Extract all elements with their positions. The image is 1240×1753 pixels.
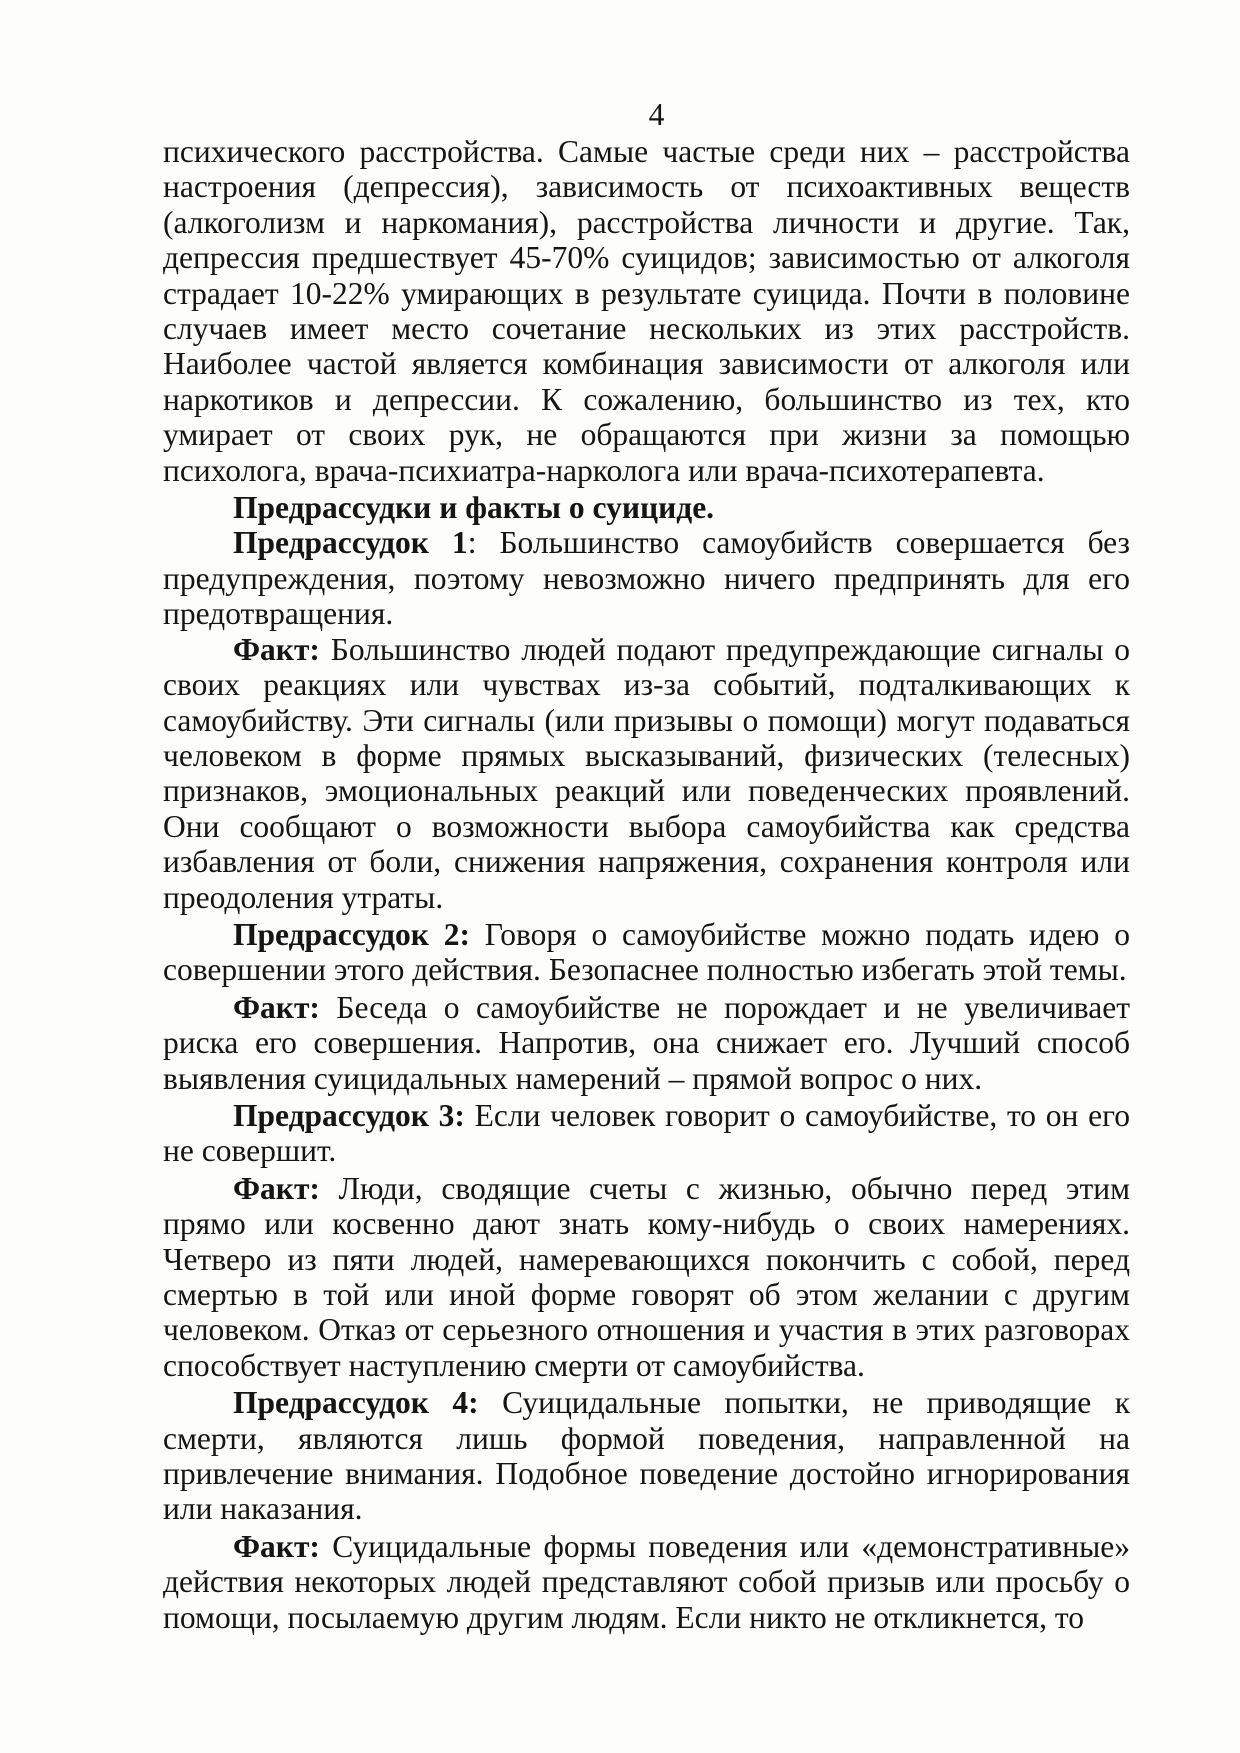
paragraph-separator — [320, 1529, 332, 1564]
paragraph-lead: Факт: — [233, 989, 320, 1025]
intro-paragraph: психического расстройства. Самые частые среди них – расстройства настроения (депрессия), зависимость от психоактивных веществ (алкоголизм и наркомания), расстройства личности и другие. Так, депрессия предшествует 45-70% суицидов; зависимостью от алкоголя страдает 10-22% умирающих в результате суицида. Почти в половине случаев имеет место сочетание нескольких из этих расстройств. Наиболее частой является комбинация зависимости от алкоголя или наркотиков и депрессии. К сожалению, большинство из тех, кто умирает от своих рук, не обращаются при жизни за помощью психолога, врача-психиатра-нарколога или врача-психотерапевта. — [163, 134, 1130, 488]
paragraph-separator — [320, 990, 337, 1025]
paragraph-separator — [465, 1098, 475, 1133]
paragraph-lead: Факт: — [233, 1528, 320, 1564]
paragraph-lead: Предрассудок 4: — [233, 1385, 479, 1421]
paragraph-text: Беседа о самоубийстве не порождает и не увеличивает риска его совершения. Напротив, она снижает его. Лучший способ выявления суицидальных намерений – прямой вопрос о них. — [163, 989, 1130, 1096]
section-heading: Предрассудки и факты о суициде. — [233, 490, 715, 526]
fact-paragraph — [163, 1171, 1130, 1383]
paragraph-separator — [470, 917, 485, 952]
prejudice-paragraph — [163, 917, 1130, 988]
paragraph-text: Суицидальные формы поведения или «демонстративные» действия некоторых людей представляют собой призыв или просьбу о помощи, посылаемую другим людям. Если никто не откликнется, то — [163, 1528, 1131, 1635]
paragraph-separator: : — [467, 525, 500, 561]
prejudice-paragraph — [163, 525, 1130, 631]
paragraph-text: Говоря о самоубийстве можно подать идею о совершении этого действия. Безопаснее полностью избегать этой темы. — [163, 916, 1130, 988]
prejudice-paragraph — [163, 1385, 1130, 1527]
paragraph-separator — [479, 1385, 502, 1420]
paragraph-separator — [320, 1171, 339, 1206]
fact-paragraph — [163, 632, 1130, 915]
paragraph-text: Если человек говорит о самоубийстве, то он его не совершит. — [163, 1097, 1130, 1169]
paragraph-lead: Предрассудок 2: — [233, 916, 470, 952]
paragraph-lead: Факт: — [233, 631, 320, 667]
paragraph-text: Большинство людей подают предупреждающие сигналы о своих реакциях или чувствах из-за событий, подталкивающих к самоубийству. Эти сигналы (или призывы о помощи) могут подаваться человеком в форме прямых высказываний, физических (телесных) признаков, эмоциональных реакций или поведенческих проявлений. Они сообщают о возможности выбора самоубийства как средства избавления от боли, снижения напряжения, сохранения контроля или преодоления утраты. — [163, 631, 1131, 915]
paragraph-text: Большинство самоубийств совершается без предупреждения, поэтому невозможно ничего предпринять для его предотвращения. — [163, 525, 1130, 632]
paragraph-lead: Факт: — [233, 1170, 320, 1206]
paragraph-lead: Предрассудок 1 — [233, 525, 468, 561]
fact-paragraph — [163, 990, 1130, 1096]
paragraph-lead: Предрассудок 3: — [233, 1097, 465, 1133]
page-number: 4 — [648, 97, 665, 132]
paragraph-text: Суицидальные попытки, не приводящие к смерти, являются лишь формой поведения, направленной на привлечение внимания. Подобное поведение достойно игнорирования или наказания. — [163, 1385, 1131, 1527]
fact-paragraph — [163, 1529, 1130, 1635]
paragraph-separator — [320, 632, 331, 667]
prejudice-paragraph — [163, 1098, 1130, 1169]
paragraph-text: Люди, сводящие счеты с жизнью, обычно перед этим прямо или косвенно дают знать кому-нибудь о своих намерениях. Четверо из пяти людей, намеревающихся покончить с собой, перед смертью в той или иной форме говорят об этом желании с другим человеком. Отказ от серьезного отношения и участия в этих разговорах способствует наступлению смерти от самоубийства. — [163, 1170, 1130, 1383]
